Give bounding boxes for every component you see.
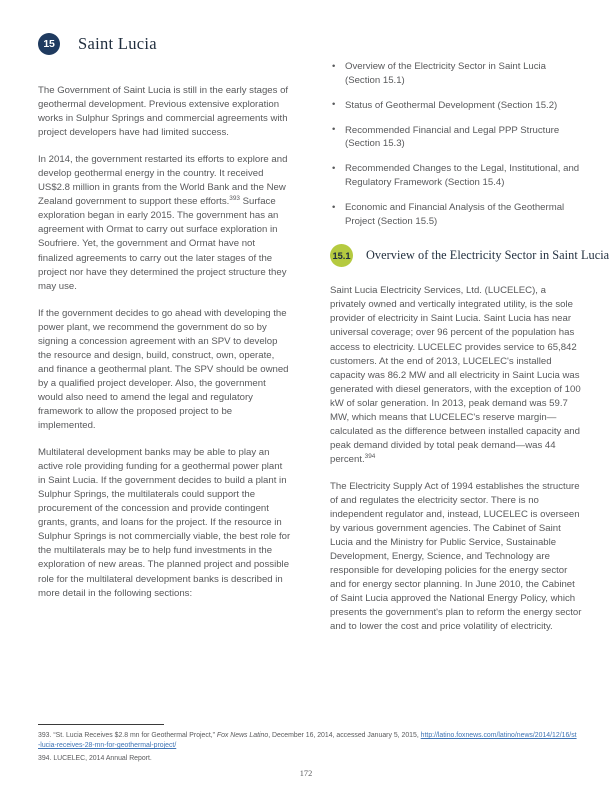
paragraph: Multilateral development banks may be able to play an active role providing funding for a geothermal power plant in Saint Lucia. If the government decides to build a plant in Sulphur Springs, the multilaterals could support the procurement of the concession and provide contingent grants, grants, and loans for the project. If the resource in Sulphur Springs is not commercially viable, the best role for the multilaterals may be to help fund investments in the exploration of new areas. The planned project and possible role for the multilateral development banks is described in more detail in the following sections: — [38, 447, 291, 599]
left-column — [38, 84, 291, 601]
right-column — [330, 60, 610, 634]
paragraph-text: In 2014, the government restarted its efforts to explore and develop geothermal energy in the country. It received US$2.8 million in grants from the World Bank and the New Zealand government to support these efforts. — [38, 154, 288, 208]
section-number-badge: 15.1 — [330, 244, 353, 267]
footnote-text-after: , December 16, 2014, accessed January 5, 2015, — [268, 732, 421, 739]
paragraph: The Government of Saint Lucia is still in the early stages of geothermal development. Previous extensive exploration works in Sulphur Springs and commercial agreements with project developers have had limited success. — [38, 85, 289, 139]
footnote-text: LUCELEC, 2014 Annual Report. — [53, 755, 152, 763]
paragraph: The Electricity Supply Act of 1994 establishes the structure of and regulates the electricity sector. There is no independent regulator and, instead, LUCELEC is overseen by various government agencies. The Cabinet of Saint Lucia and the Ministry for Public Service, Sustainable Development, Energy, Science, and Technology are responsible for developing policies for the energy sector and for energy sector planning. In June 2010, the Cabinet of Saint Lucia approved the National Energy Policy, which presents the government's plan to reform the energy sector and to lower the cost and price volatility of electricity. — [330, 480, 582, 633]
list-item: • Overview of the Electricity Sector in Saint Lucia (Section 15.1) — [330, 60, 582, 87]
chapter-heading — [38, 33, 157, 55]
footnote-italic-source: Fox News Latino — [216, 732, 269, 739]
paragraph: If the government decides to go ahead with developing the power plant, we recommend the government do so by signing a concession agreement with an SPV to develop the resource and design, build, construct, own, operate, and finance a geothermal plant. The SPV should be owned by a qualified project developer. Also, the government would also need to amend the legal and regulatory framework to allow the proposed project to be implemented. — [38, 307, 289, 432]
footnote-number: 393. — [38, 732, 52, 739]
footnote-divider — [38, 724, 164, 725]
chapter-number-badge: 15 — [38, 33, 60, 55]
section-title: Overview of the Electricity Sector in Saint Lucia — [366, 248, 610, 263]
paragraph — [330, 284, 582, 467]
section-overview-list — [330, 60, 582, 228]
section-heading — [330, 244, 610, 267]
footnote-number: 394. — [38, 755, 52, 763]
paragraph-text-continued: Surface exploration began in early 2015. The government has an agreement with Ormat to carry out surface exploration in Soufriere. Yet, the government and Ormat have not finalized agreements to carry out the later stages of the project nor have they determined the project structure they may use. — [38, 196, 287, 292]
footnote-marker: 393 — [229, 195, 240, 203]
paragraph — [38, 153, 291, 293]
footnote-item — [38, 731, 578, 752]
page-number: 172 — [299, 769, 313, 778]
footnote-marker: 394 — [364, 452, 376, 460]
footnote-item — [38, 754, 578, 764]
list-item: • Recommended Changes to the Legal, Institutional, and Regulatory Framework (Section 15.4) — [330, 162, 582, 189]
list-item: • Economic and Financial Analysis of the Geothermal Project (Section 15.5) — [330, 201, 582, 228]
chapter-title: Saint Lucia — [78, 34, 157, 53]
footnote-text: “St. Lucia Receives $2.8 mn for Geothermal Project,” — [53, 732, 217, 739]
paragraph-text: Saint Lucia Electricity Services, Ltd. (LUCELEC), a privately owned and vertically integrated utility, is the sole provider of electricity in Saint Lucia. Saint Lucia has near universal coverage; over 96 percent of the population has access to electricity. LUCELEC provides service to 65,842 customers. At the end of 2013, LUCELEC's installed capacity was 86.2 MW and all electricity in Saint Lucia was generated with diesel generators, with the exception of 100 kW of solar generation. In 2013, peak demand was 59.7 MW, which means that LUCELEC's reserve margin—calculated as the difference between installed capacity and peak demand divided by total peak demand—was 44 percent. — [330, 285, 581, 465]
footnotes-area — [38, 724, 578, 767]
list-item: • Status of Geothermal Development (Section 15.2) — [330, 99, 582, 113]
list-item: • Recommended Financial and Legal PPP Structure (Section 15.3) — [330, 124, 582, 151]
footnote-link[interactable]: http://latino.foxnews.com/latino/news/2014/12/16/st-lucia-receives-28-mn-for-geothermal-project/ — [38, 732, 577, 750]
